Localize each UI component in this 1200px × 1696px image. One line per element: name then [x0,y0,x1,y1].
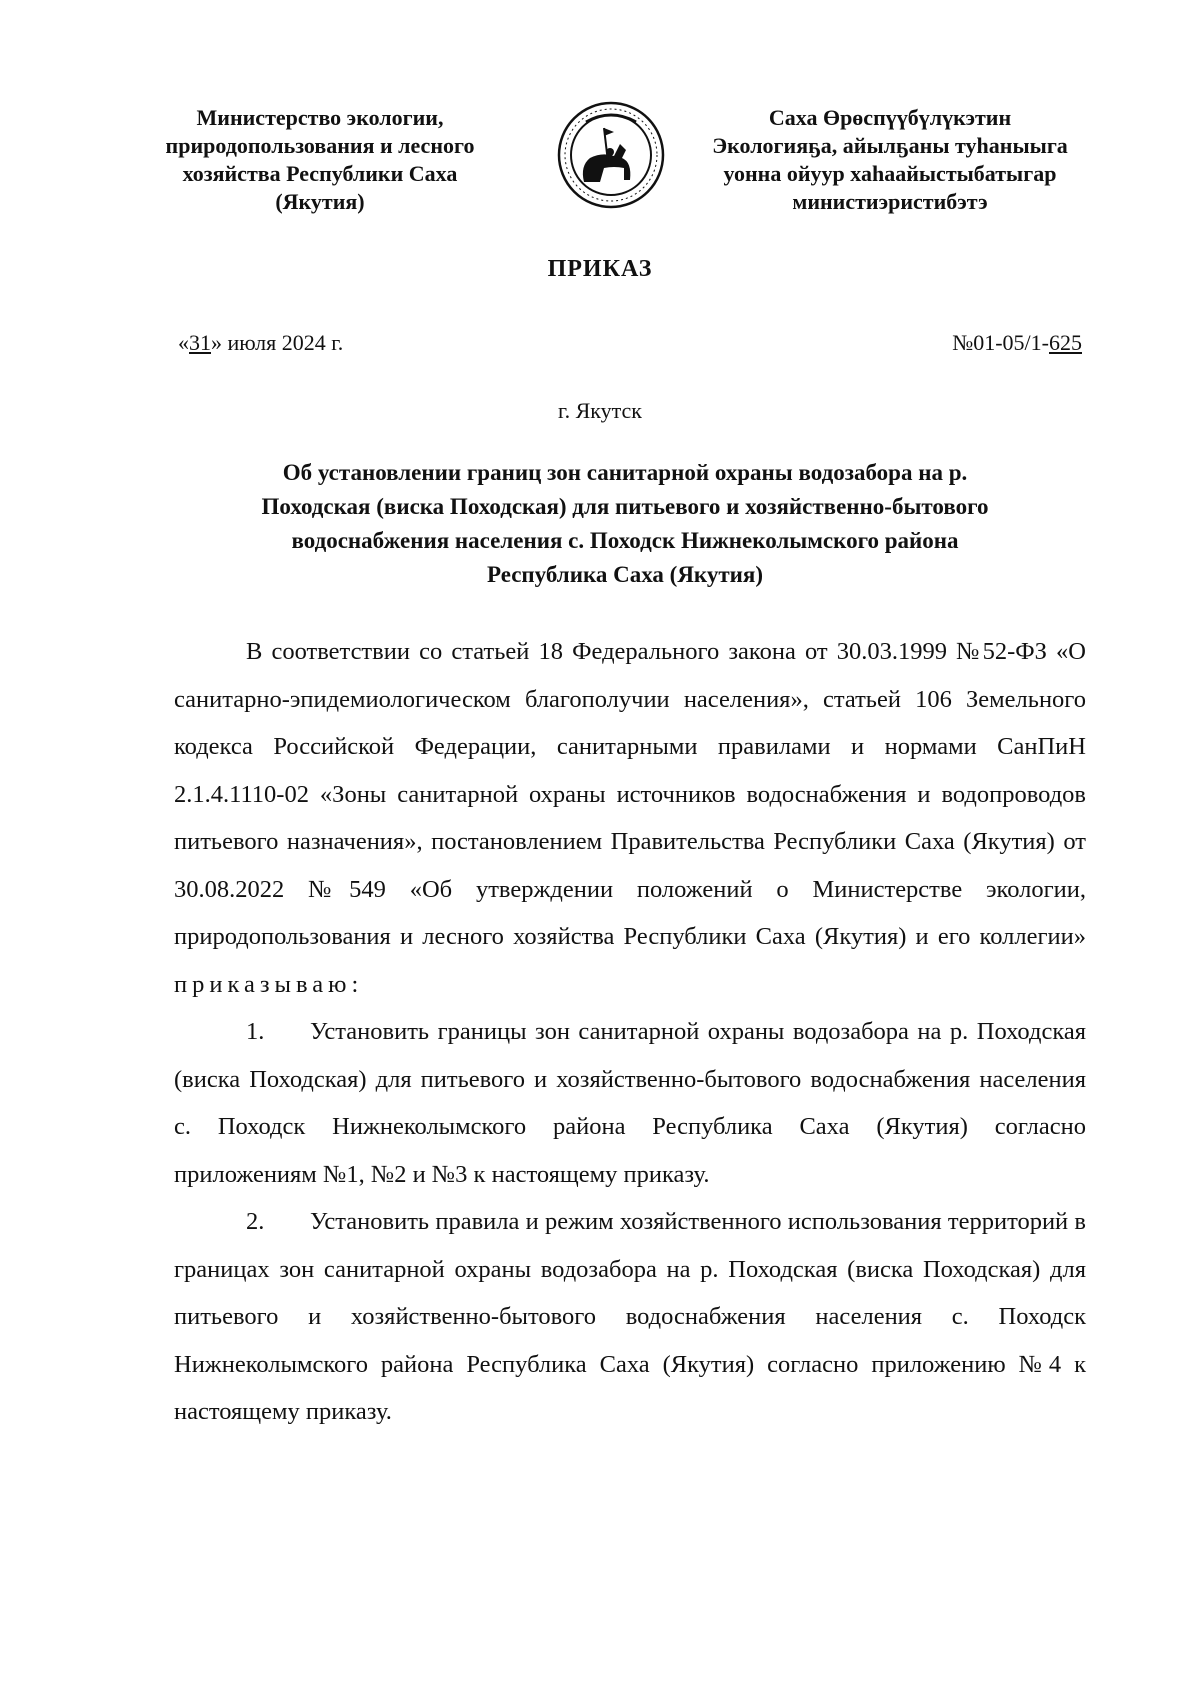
subject-line: Об установлении границ зон санитарной охраны водозабора на р. [282,460,968,485]
order-colon: : [351,970,359,998]
order-number [952,330,1082,356]
order-body [174,628,1086,1436]
sakha-emblem-icon [556,100,666,210]
subject-line: Республика Саха (Якутия) [486,562,764,587]
date-suffix: » июля 2024 г. [211,330,344,355]
number-value: 625 [1049,330,1082,355]
ministry-name-ru-line: хозяйства Республики Саха [182,161,458,186]
ministry-name-sah-line: Саха Өрөспүүбүлүкэтин [768,105,1012,130]
number-prefix: №01-05/1- [952,330,1049,355]
order-item [174,1008,1086,1198]
item-number: 1. [246,1018,265,1045]
item-number: 2. [246,1208,265,1235]
ministry-name-sah-line: уонна ойуур хаһаайыстыбатыгар [723,161,1057,186]
preamble-text: В соответствии со статьей 18 Федерального закона от 30.03.1999 №52-ФЗ «О санитарно-эпидемиологическом благополучии населения», статьей 106 Земельного кодекса Российской Федерации, санитарными правилами и нормами СанПиН 2.1.4.1110-02 «Зоны санитарной охраны источников водоснабжения и водопроводов питьевого назначения», постановлением Правительства Республики Саха (Якутия) от 30.08.2022 №549 «Об утверждении положений о Министерстве экологии, природопользования и лесного хозяйства Республики Саха (Якутия) и его коллегии» [174,638,1086,950]
order-item [174,1198,1086,1436]
ministry-name-sah-line: министиэристибэтэ [792,189,988,214]
date-prefix: « [178,330,189,355]
ministry-name-ru-line: Министерство экологии, [196,105,444,130]
city-line: г. Якутск [558,398,642,423]
item-text: Установить правила и режим хозяйственного использования территорий в границах зон санитарной охраны водозабора на р. Походская (виска Походская) для питьевого и хозяйственно-бытового водоснабжения населения с. Походск Нижнеколымского района Республика Саха (Якутия) согласно приложению №4 к настоящему приказу. [174,1208,1086,1425]
ministry-name-ru [140,104,500,216]
document-type-title: ПРИКАЗ [547,256,653,282]
ministry-name-sah-line: Экологияҕа, айылҕаны туһаныыга [712,133,1068,158]
order-subject [170,456,1080,592]
order-word: приказываю [174,970,352,998]
subject-line: водоснабжения населения с. Походск Нижнеколымского района [291,528,959,553]
item-text: Установить границы зон санитарной охраны водозабора на р. Походская (виска Походская) для питьевого и хозяйственно-бытового водоснабжения населения с. Походск Нижнеколымского района Республика Саха (Якутия) согласно приложениям №1, №2 и №3 к настоящему приказу. [174,1018,1086,1188]
date-day: 31 [189,330,211,355]
preamble-paragraph [174,628,1086,1008]
ministry-name-ru-line: (Якутия) [275,189,365,214]
ministry-name-sah [690,104,1090,216]
subject-line: Походская (виска Походская) для питьевого и хозяйственно-бытового [261,494,989,519]
ministry-name-ru-line: природопользования и лесного [165,133,475,158]
order-date [178,330,343,356]
